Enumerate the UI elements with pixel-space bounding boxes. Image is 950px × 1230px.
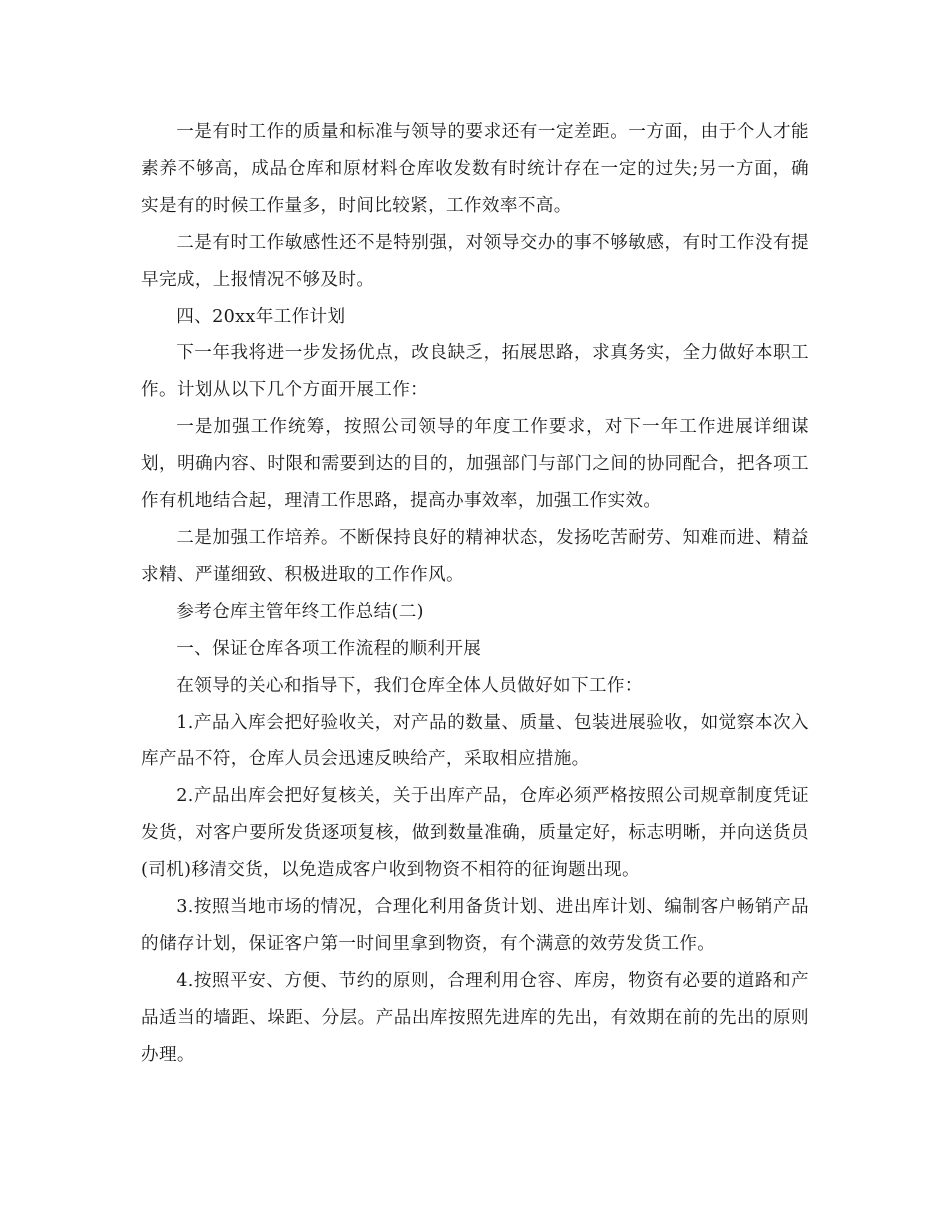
paragraph-plan-training: 二是加强工作培养。不断保持良好的精神状态，发扬吃苦耐劳、知难而进、精益求精、严谨细致、积极进取的工作作风。 <box>141 527 809 585</box>
section-title-summary-two: 参考仓库主管年终工作总结(二) <box>176 601 424 622</box>
section-heading-work-plan: 四、20xx年工作计划 <box>176 306 346 327</box>
list-item-planning: 3.按照当地市场的情况，合理化利用备货计划、进出库计划、编制客户畅销产品的储存计划，保证客户第一时间里拿到物资，有个满意的效劳发货工作。 <box>141 897 809 954</box>
list-item-storage: 4.按照平安、方便、节约的原则，合理利用仓容、库房，物资有必要的道路和产品适当的墙距、垛距、分层。产品出库按照先进库的先出，有效期在前的先出的原则办理。 <box>141 970 809 1065</box>
document-body <box>141 114 809 1074</box>
list-item-inbound: 1.产品入库会把好验收关，对产品的数量、质量、包装进展验收，如觉察本次入库产品不符，仓库人员会迅速反映给产，采取相应措施。 <box>141 712 809 770</box>
paragraph-plan-intro: 下一年我将进一步发扬优点，改良缺乏，拓展思路，求真务实，全力做好本职工作。计划从以下几个方面开展工作： <box>141 343 809 401</box>
paragraph-workflow-intro: 在领导的关心和指导下，我们仓库全体人员做好如下工作： <box>176 675 643 696</box>
list-item-outbound: 2.产品出库会把好复核关，关于出库产品，仓库必须严格按照公司规章制度凭证发货，对客户要所发货逐项复核，做到数量准确，质量定好，标志明晰，并向送货员(司机)移清交货，以免造成客户收到物资不相符的征询题出现。 <box>141 786 809 881</box>
paragraph-issue-sensitivity: 二是有时工作敏感性还不是特别强，对领导交办的事不够敏感，有时工作没有提早完成，上报情况不够及时。 <box>141 232 809 290</box>
paragraph-issue-quality: 一是有时工作的质量和标准与领导的要求还有一定差距。一方面，由于个人才能素养不够高，成品仓库和原材料仓库收发数有时统计存在一定的过失;另一方面，确实是有的时候工作量多，时间比较紧，工作效率不高。 <box>141 122 809 216</box>
paragraph-plan-coordination: 一是加强工作统筹，按照公司领导的年度工作要求，对下一年工作进展详细谋划，明确内容、时限和需要到达的目的，加强部门与部门之间的协同配合，把各项工作有机地结合起，理清工作思路，提高办事效率，加强工作实效。 <box>141 417 809 512</box>
section-heading-workflow: 一、保证仓库各项工作流程的顺利开展 <box>176 638 482 659</box>
